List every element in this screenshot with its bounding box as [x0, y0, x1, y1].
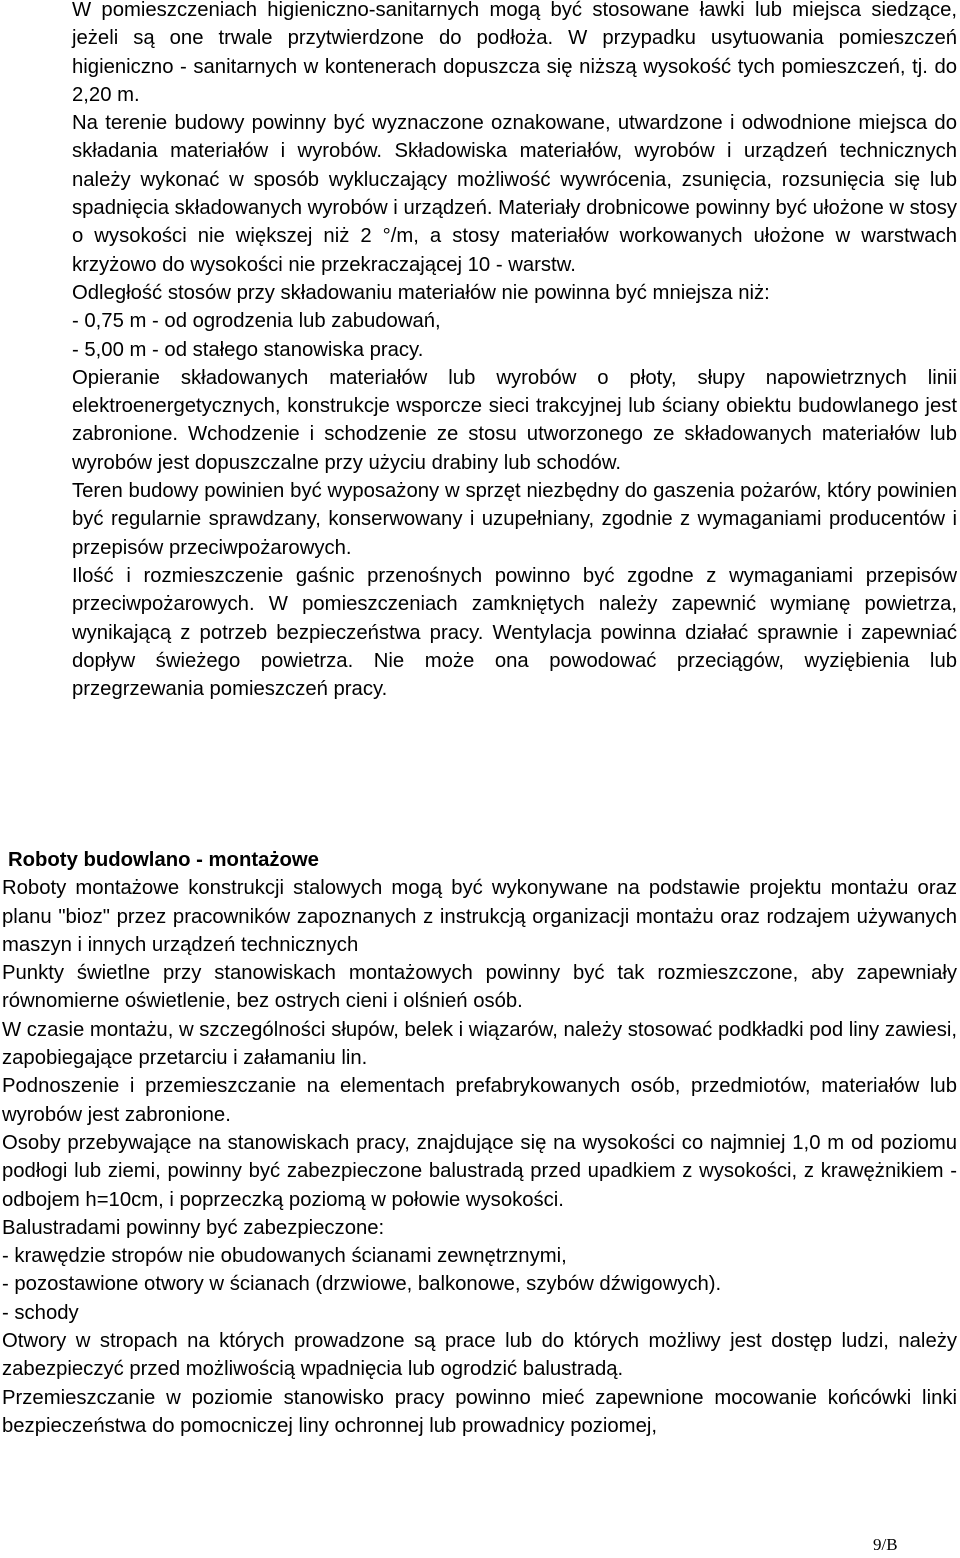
- sling-pads-paragraph: W czasie montażu, w szczególności słupów, belek i wiązarów, należy stosować podkładki pod liny zawiesi, zapobiegające przetarciu i załamaniu lin.: [2, 1018, 957, 1070]
- leaning-prohibition-paragraph: Opieranie składowanych materiałów lub wyrobów o płoty, słupy napowietrznych linii elektroenergetycznych, konstrukcje wsporcze sieci trakcyjnej lub ściany obiektu budowlanego jest zabronione. Wchodzenie i schodzenie ze stosu utworzonego ze składowanych materiałów lub wyrobów jest dopuszczalne przy użyciu drabiny lub schodów.: [72, 366, 957, 474]
- material-storage-paragraph: Na terenie budowy powinny być wyznaczone oznakowane, utwardzone i odwodnione miejsca do składania materiałów i wyrobów. Składowiska materiałów, wyrobów i urządzeń technicznych należy wykonać w sposób wykluczający możliwość wywrócenia, zsunięcia, rozsunięcia się lub spadnięcia składowanych wyrobów i urządzeń. Materiały drobnicowe powinny być ułożone w stosy o wysokości nie większej niż 2 °/m, a stosy materiałów workowanych ułożone w warstwach krzyżowo do wysokości nie przekraczającej 10 - warstw.: [72, 112, 957, 276]
- lifting-prohibition-paragraph: Podnoszenie i przemieszczanie na elementach prefabrykowanych osób, przedmiotów, materiałów lub wyrobów jest zabronione.: [2, 1075, 957, 1126]
- balustrade-list-item: - schody: [2, 1301, 79, 1324]
- page-number: 9/B: [873, 1535, 898, 1554]
- height-protection-paragraph: Osoby przebywające na stanowiskach pracy, znajdujące się na wysokości co najmniej 1,0 m od poziomu podłogi lub ziemi, powinny być zabezpieczone balustradą przed upadkiem z wysokości, z krawężnikiem - odbojem h=10cm, i poprzeczką poziomą w połowie wysokości.: [2, 1131, 957, 1211]
- balustrade-list-item: - krawędzie stropów nie obudowanych ścianami zewnętrznymi,: [2, 1245, 567, 1268]
- balustrade-list-item: - pozostawione otwory w ścianach (drzwiowe, balkonowe, szybów dźwigowych).: [2, 1273, 722, 1296]
- balustrade-intro: Balustradami powinny być zabezpieczone:: [2, 1216, 385, 1239]
- site-rules-section: [72, 0, 957, 703]
- firefighting-equipment-paragraph: Teren budowy powinien być wyposażony w sprzęt niezbędny do gaszenia pożarów, który powinien być regularnie sprawdzany, konserwowany i uzupełniany, zgodnie z wymaganiami producentów i przepisów przeciwpożarowych.: [72, 480, 957, 559]
- assembly-works-section: [2, 846, 957, 1440]
- distance-list-item: - 5,00 m - od stałego stanowiska pracy.: [72, 338, 424, 361]
- section-heading: Roboty budowlano - montażowe: [8, 849, 319, 871]
- floor-openings-paragraph: Otwory w stropach na których prowadzone są prace lub do których możliwy jest dostęp ludzi, należy zabezpieczyć przed możliwością wpadnięcia lub ogrodzić balustradą.: [2, 1330, 957, 1381]
- steel-assembly-paragraph: Roboty montażowe konstrukcji stalowych mogą być wykonywane na podstawie projektu montażu oraz planu "bioz" przez pracowników zapoznanych z instrukcją organizacji montażu oraz rodzajem używanych maszyn i innych urządzeń technicznych: [2, 877, 957, 956]
- distance-list-item: - 0,75 m - od ogrodzenia lub zabudowań,: [72, 310, 441, 333]
- sanitary-rooms-paragraph: W pomieszczeniach higieniczno-sanitarnych mogą być stosowane ławki lub miejsca siedzące, jeżeli są one trwale przytwierdzone do podłoża. W przypadku usytuowania pomieszczeń higieniczno - sanitarnych w kontenerach dopuszcza się niższą wysokość tych pomieszczeń, tj. do 2,20 m.: [72, 0, 957, 106]
- lighting-paragraph: Punkty świetlne przy stanowiskach montażowych powinny być tak rozmieszczone, aby zapewniały równomierne oświetlenie, bez ostrych cieni i olśnień osób.: [2, 962, 957, 1013]
- extinguishers-ventilation-paragraph: Ilość i rozmieszczenie gaśnic przenośnych powinno być zgodne z wymaganiami przepisów przeciwpożarowych. W pomieszczeniach zamkniętych należy zapewnić wymianę powietrza, wynikającą z potrzeb bezpieczeństwa pracy. Wentylacja powinna działać sprawnie i zapewniać dopływ świeżego powietrza. Nie może ona powodować przeciągów, wyziębienia lub przegrzewania pomieszczeń pracy.: [72, 564, 957, 701]
- stack-distance-intro: Odległość stosów przy składowaniu materiałów nie powinna być mniejsza niż:: [72, 281, 770, 304]
- safety-line-paragraph: Przemieszczanie w poziomie stanowisko pracy powinno mieć zapewnione mocowanie końcówki linki bezpieczeństwa do pomocniczej liny ochronnej lub prowadnicy poziomej,: [2, 1386, 957, 1437]
